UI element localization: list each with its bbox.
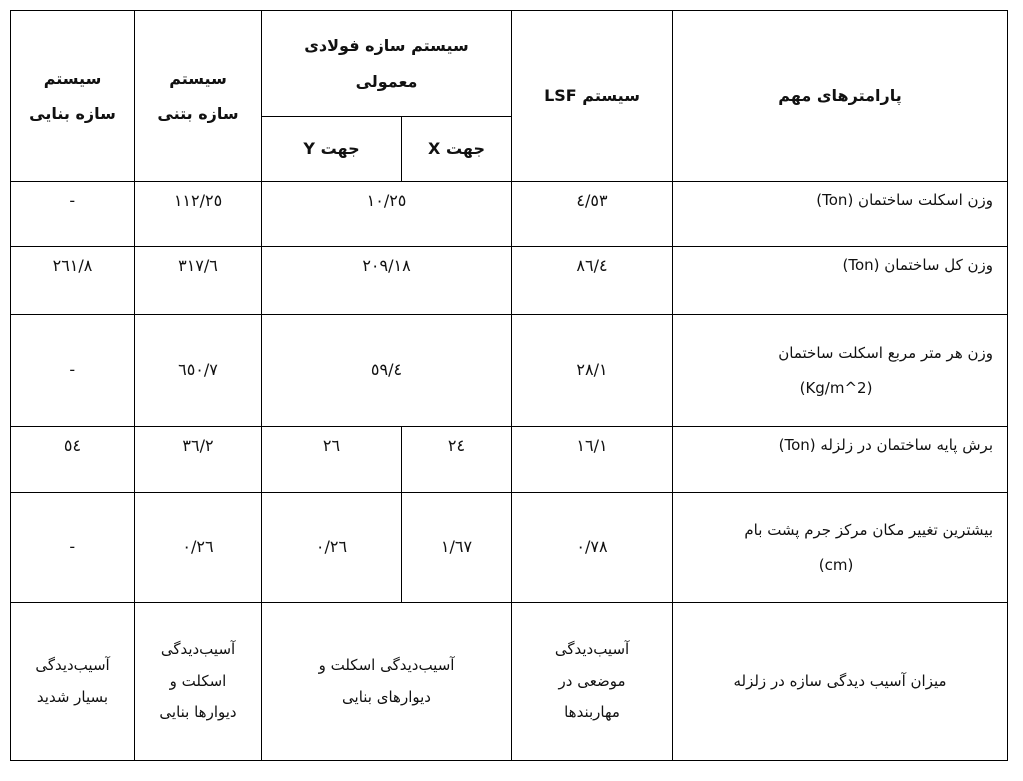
concrete-cell: ٦٥٠/٧ [135,315,262,427]
steel-y-cell: ٢٦ [262,427,402,493]
damage-line: آسیب‌دیدگی [160,640,236,659]
steel-cell [262,603,512,761]
lsf-cell: ٠/٧٨ [512,493,673,603]
lsf-cell: ٤/٥٣ [512,182,673,247]
param-cell [673,493,1008,603]
masonry-cell: - [11,315,135,427]
steel-x-cell: ١/٦٧ [402,493,512,603]
header-row [11,11,1008,117]
damage-line: موضعی در [558,671,626,690]
param-line: بیشترین تغییر مکان مرکز جرم پشت بام [744,521,994,539]
damage-line: اسکلت و [169,671,227,690]
header-lsf: سیستم LSF [512,11,673,182]
lsf-cell: ٨٦/٤ [512,247,673,315]
table-row [11,427,1008,493]
param-cell: وزن کل ساختمان (Ton) [673,247,1008,315]
param-unit: (cm) [818,555,854,574]
damage-line: آسیب‌دیدگی اسکلت و [318,656,455,674]
header-steel-x: جهت X [402,117,512,182]
lsf-cell [512,603,673,761]
steel-cell: ٥٩/٤ [262,315,512,427]
masonry-cell: ٥٤ [11,427,135,493]
header-masonry: سیستم سازه بنایی [11,11,135,182]
lsf-cell: ١٦/١ [512,427,673,493]
param-cell: وزن اسکلت ساختمان (Ton) [673,182,1008,247]
concrete-cell: ٣٦/٢ [135,427,262,493]
table-row [11,315,1008,427]
damage-line: مهاربندها [564,703,620,722]
masonry-cell: - [11,182,135,247]
param-cell [673,315,1008,427]
param-line: وزن هر متر مربع اسکلت ساختمان [778,344,994,362]
table-row [11,603,1008,761]
header-steel: سیستم سازه فولادی معمولی [262,11,512,117]
masonry-cell [11,603,135,761]
header-concrete: سیستم سازه بتنی [135,11,262,182]
header-params: پارامترهای مهم [673,11,1008,182]
table-row [11,182,1008,247]
steel-cell: ١٠/٢٥ [262,182,512,247]
lsf-cell: ٢٨/١ [512,315,673,427]
damage-line: دیوارهای بنایی [342,687,431,706]
header-steel-y: جهت Y [262,117,402,182]
comparison-table-container [10,10,1008,761]
steel-cell: ٢٠٩/١٨ [262,247,512,315]
damage-line: آسیب‌دیدگی [35,656,110,674]
comparison-table [10,10,1008,761]
concrete-cell: ٠/٢٦ [135,493,262,603]
masonry-cell: ٢٦١/٨ [11,247,135,315]
steel-y-cell: ٠/٢٦ [262,493,402,603]
concrete-cell [135,603,262,761]
concrete-cell: ١١٢/٢٥ [135,182,262,247]
masonry-cell: - [11,493,135,603]
table-row [11,247,1008,315]
param-unit: (Kg/m^2) [799,378,873,397]
damage-line: دیوارها بنایی [159,703,237,722]
param-cell: برش پایه ساختمان در زلزله (Ton) [673,427,1008,493]
damage-line: بسیار شدید [36,687,109,706]
param-cell: میزان آسیب دیدگی سازه در زلزله [673,603,1008,761]
table-row [11,493,1008,603]
damage-line: آسیب‌دیدگی [554,640,630,659]
steel-x-cell: ٢٤ [402,427,512,493]
concrete-cell: ٣١٧/٦ [135,247,262,315]
